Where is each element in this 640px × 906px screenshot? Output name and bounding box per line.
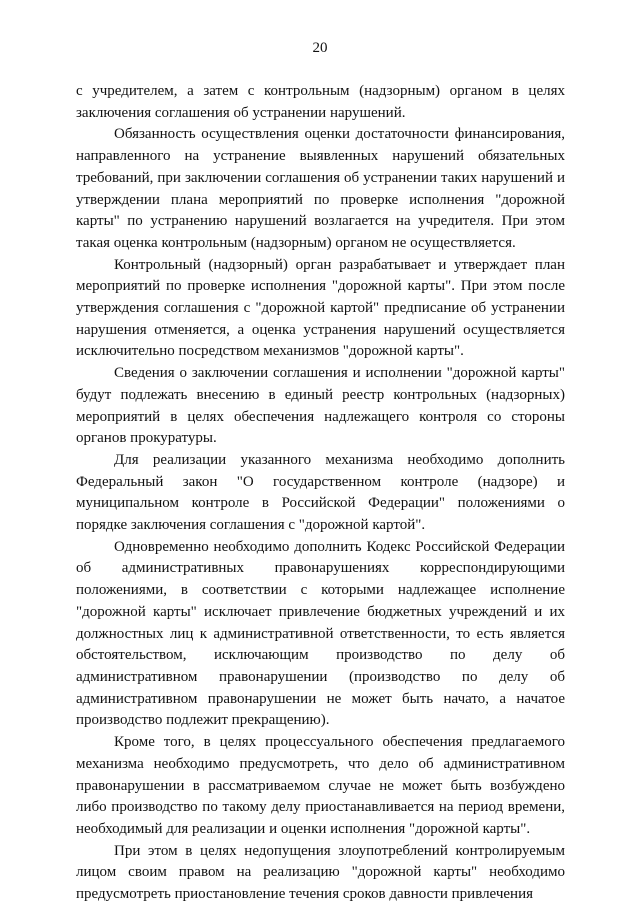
paragraph-federal-law: Для реализации указанного механизма необходимо дополнить Федеральный закон "О государственном контроле (надзоре) и муниципальном контроле в Российской Федерации" положениями о порядке заключения соглашения с "дорожной картой". [76, 451, 565, 534]
paragraph-inspection-plan: Контрольный (надзорный) орган разрабатывает и утверждает план мероприятий по проверке исполнения "дорожной карты". При этом после утверждения соглашения с "дорожной картой" предписание об устранении нарушения отменяется, а оценка устранения нарушений осуществляется исключительно посредством механизмов "дорожной карты". [76, 256, 565, 360]
page-number: 20 [312, 40, 328, 56]
paragraph-abuse-prevention: При этом в целях недопущения злоупотреблений контролируемым лицом своим правом на реализацию "дорожной карты" необходимо предусмотреть приостановление течения сроков давности привлечения [76, 842, 565, 903]
paragraph-continuation: с учредителем, а затем с контрольным (надзорным) органом в целях заключения соглашения об устранении нарушений. [76, 83, 565, 121]
paragraph-registry: Сведения о заключении соглашения и исполнении "дорожной карты" будут подлежать внесению в единый реестр контрольных (надзорных) мероприятий в целях обеспечения надлежащего контроля со стороны органов прокуратуры. [76, 365, 565, 447]
paragraph-administrative-code: Одновременно необходимо дополнить Кодекс Российской Федерации об административных правонарушениях корреспондирующими положениями, в соответствии с которыми надлежащее исполнение "дорожной карты" исключает привлечение бюджетных учреждений и их должностных лиц к административной ответственности, то есть является обстоятельством, исключающим производство по делу об административном правонарушении (производство по делу об административном правонарушении не может быть начато, а начатое производство подлежит прекращению). [76, 538, 565, 729]
paragraph-funding-assessment: Обязанность осуществления оценки достаточности финансирования, направленного на устранение выявленных нарушений обязательных требований, при заключении соглашения об устранении таких нарушений и утверждении плана мероприятий по проверке исполнения "дорожной карты" по устранению нарушений возлагается на учредителя. При этом такая оценка контрольным (надзорным) органом не осуществляется. [76, 126, 565, 251]
paragraph-procedural: Кроме того, в целях процессуального обеспечения предлагаемого механизма необходимо предусмотреть, что дело об административном правонарушении в рассматриваемом случае не может быть возбуждено либо производство по такому делу приостанавливается на период времени, необходимый для реализации и оценки исполнения "дорожной карты". [76, 734, 565, 837]
document-body [76, 81, 565, 906]
